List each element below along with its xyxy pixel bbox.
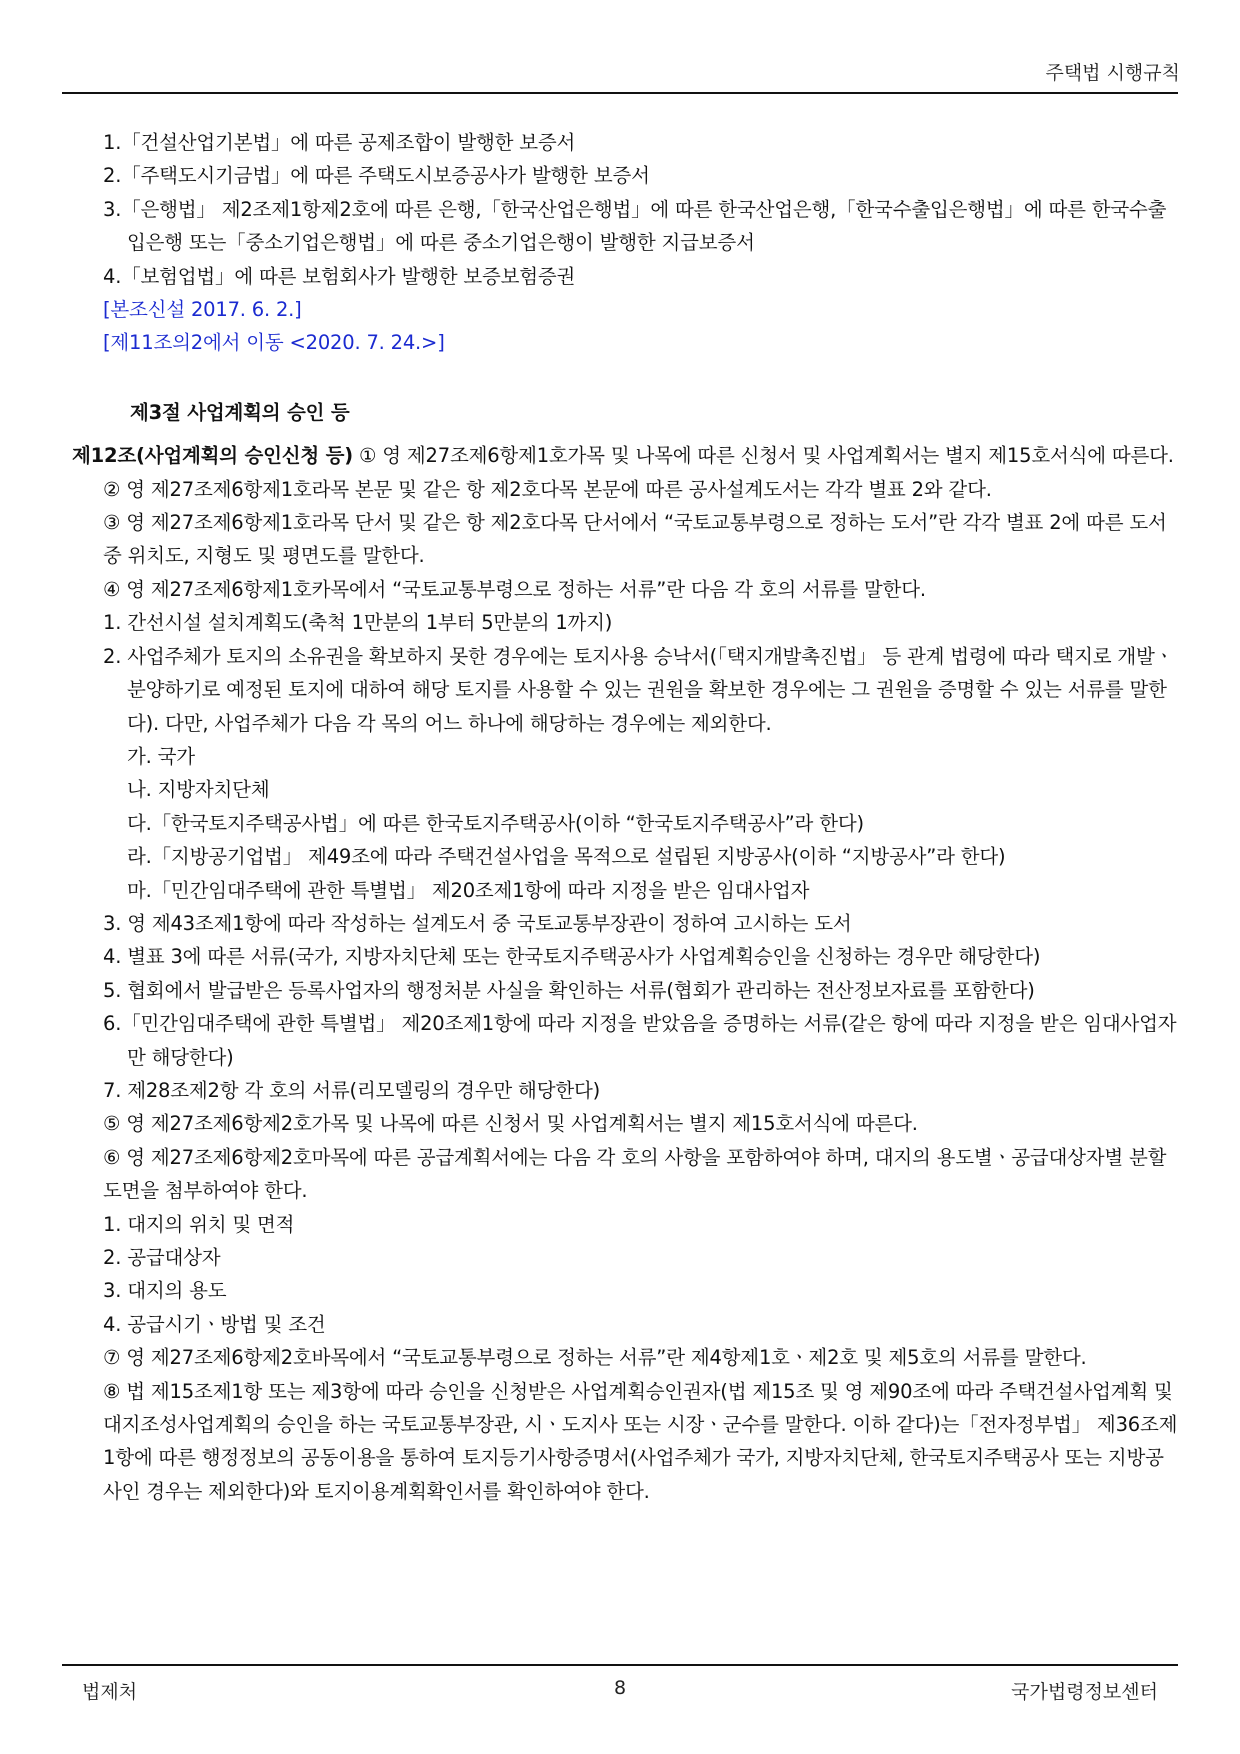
sub-list-item: 마.「민간임대주택에 관한 특별법」 제20조제1항에 따라 지정을 받은 임대사업자	[127, 878, 810, 902]
list-item: 1.「건설산업기본법」에 따른 공제조합이 발행한 보증서	[103, 131, 576, 154]
list-item: 2. 사업주체가 토지의 소유권을 확보하지 못한 경우에는 토지사용 승낙서(「택지개발촉진법」 등 관계 법령에 따라 택지로 개발ㆍ분양하기로 예정된 토지에 대하여 해당 토지를 사용할 수 있는 권원을 확보한 경우에는 그 권원을 증명할 수 있는 서류를 말한다). 다만, 사업주체가 다음 각 목의 어느 하나에 해당하는 경우에는 제외한다.	[103, 644, 1174, 735]
article-heading: 제12조(사업계획의 승인신청 등)	[72, 444, 353, 468]
article-paragraph-5: ⑤ 영 제27조제6항제2호가목 및 나목에 따른 신청서 및 사업계획서는 별지 제15호서식에 따른다.	[103, 1112, 918, 1136]
list-item: 7. 제28조제2항 각 호의 서류(리모델링의 경우만 해당한다)	[103, 1078, 601, 1102]
sub-list-item: 라.「지방공기업법」 제49조에 따라 주택건설사업을 목적으로 설립된 지방공사(이하 “지방공사”라 한다)	[127, 845, 1006, 869]
header-divider	[62, 92, 1178, 94]
article-paragraph-1	[72, 439, 1180, 472]
list-item: 2. 공급대상자	[103, 1246, 221, 1269]
sub-list-item: 나. 지방자치단체	[127, 778, 270, 802]
article-paragraph-8: ⑧ 법 제15조제1항 또는 제3항에 따라 승인을 신청받은 사업계획승인권자(법 제15조 및 영 제90조에 따라 주택건설사업계획 및 대지조성사업계획의 승인을 하는 국토교통부장관, 시ㆍ도지사 또는 시장ㆍ군수를 말한다. 이하 같다)는「전자정부법」 제36조제1항에 따른 행정정보의 공동이용을 통하여 토지등기사항증명서(사업주체가 국가, 지방자치단체, 한국토지주택공사 또는 지방공사인 경우는 제외한다)와 토지이용계획확인서를 확인하여야 한다.	[103, 1379, 1178, 1503]
article-paragraph-4: ④ 영 제27조제6항제1호카목에서 “국토교통부령으로 정하는 서류”란 다음 각 호의 서류를 말한다.	[103, 577, 926, 601]
article-paragraph-7: ⑦ 영 제27조제6항제2호바목에서 “국토교통부령으로 정하는 서류”란 제4항제1호ㆍ제2호 및 제5호의 서류를 말한다.	[103, 1346, 1087, 1370]
footer-publisher: 법제처	[82, 1681, 138, 1703]
article-text: ① 영 제27조제6항제1호가목 및 나목에 따른 신청서 및 사업계획서는 별지 제15호서식에 따른다.	[352, 444, 1174, 468]
list-item: 1. 대지의 위치 및 면적	[103, 1212, 295, 1236]
sub-list-item: 가. 국가	[127, 744, 195, 768]
amendment-note: [본조신설 2017. 6. 2.]	[103, 298, 302, 322]
page-header-title: 주택법 시행규칙	[1045, 62, 1180, 84]
list-item: 5. 협회에서 발급받은 등록사업자의 행정처분 사실을 확인하는 서류(협회가 관리하는 전산정보자료를 포함한다)	[103, 978, 1035, 1002]
footer-divider	[62, 1664, 1178, 1666]
article-paragraph-6: ⑥ 영 제27조제6항제2호마목에 따른 공급계획서에는 다음 각 호의 사항을 포함하여야 하며, 대지의 용도별ㆍ공급대상자별 분할도면을 첨부하여야 한다.	[103, 1145, 1167, 1203]
list-item: 4.「보험업법」에 따른 보험회사가 발행한 보증보험증권	[103, 264, 576, 288]
footer-source: 국가법령정보센터	[1011, 1681, 1158, 1703]
section-title: 제3절 사업계획의 승인 등	[130, 400, 350, 424]
list-item: 1. 간선시설 설치계획도(축척 1만분의 1부터 5만분의 1까지)	[103, 611, 613, 635]
list-item: 4. 별표 3에 따른 서류(국가, 지방자치단체 또는 한국토지주택공사가 사업계획승인을 신청하는 경우만 해당한다)	[103, 945, 1041, 969]
document-body	[72, 126, 1180, 1508]
list-item: 3. 대지의 용도	[103, 1279, 227, 1303]
page-number: 8	[613, 1677, 627, 1699]
list-item: 6.「민간임대주택에 관한 특별법」 제20조제1항에 따라 지정을 받았음을 증명하는 서류(같은 항에 따라 지정을 받은 임대사업자만 해당한다)	[103, 1012, 1177, 1069]
article-paragraph-2: ② 영 제27조제6항제1호라목 본문 및 같은 항 제2호다목 본문에 따른 공사설계도서는 각각 별표 2와 같다.	[103, 477, 992, 501]
list-item: 3.「은행법」 제2조제1항제2호에 따른 은행,「한국산업은행법」에 따른 한국산업은행,「한국수출입은행법」에 따른 한국수출입은행 또는「중소기업은행법」에 따른 중소기업은행이 발행한 지급보증서	[103, 197, 1167, 255]
amendment-note: [제11조의2에서 이동 <2020. 7. 24.>]	[103, 331, 445, 355]
list-item: 3. 영 제43조제1항에 따라 작성하는 설계도서 중 국토교통부장관이 정하여 고시하는 도서	[103, 911, 852, 935]
list-item: 4. 공급시기ㆍ방법 및 조건	[103, 1312, 326, 1336]
sub-list-item: 다.「한국토지주택공사법」에 따른 한국토지주택공사(이하 “한국토지주택공사”라 한다)	[127, 811, 864, 835]
list-item: 2.「주택도시기금법」에 따른 주택도시보증공사가 발행한 보증서	[103, 164, 650, 188]
article-paragraph-3: ③ 영 제27조제6항제1호라목 단서 및 같은 항 제2호다목 단서에서 “국토교통부령으로 정하는 도서”란 각각 별표 2에 따른 도서 중 위치도, 지형도 및 평면도를 말한다.	[103, 511, 1167, 568]
